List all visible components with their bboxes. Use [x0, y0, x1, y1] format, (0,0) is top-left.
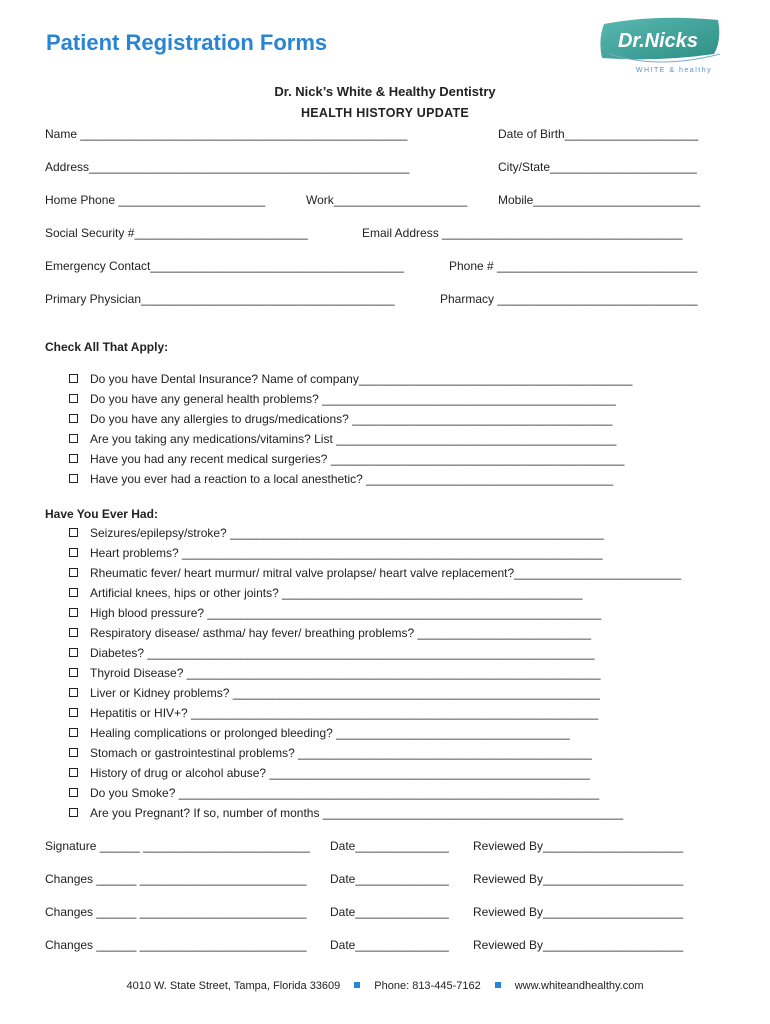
reviewed-by-field[interactable]: Reviewed By_____________________	[473, 839, 684, 853]
checkbox-icon[interactable]	[69, 728, 78, 737]
home-phone-field[interactable]: Home Phone ______________________	[45, 193, 266, 207]
logo-tagline: WHITE & healthy	[635, 67, 713, 74]
bullet-icon	[495, 982, 501, 988]
checkbox-icon[interactable]	[69, 808, 78, 817]
checklist-item[interactable]: Respiratory disease/ asthma/ hay fever/ breathing problems? __________________________	[69, 626, 591, 640]
date-of-birth-field[interactable]: Date of Birth____________________	[498, 127, 699, 141]
work-phone-field[interactable]: Work____________________	[306, 193, 468, 207]
checklist-item[interactable]: Are you taking any medications/vitamins? List __________________________________________	[69, 432, 616, 446]
checklist-item[interactable]: Hepatitis or HIV+? _____________________________________________________________	[69, 706, 598, 720]
checkbox-icon[interactable]	[69, 374, 78, 383]
checkbox-icon[interactable]	[69, 688, 78, 697]
city-state-field[interactable]: City/State______________________	[498, 160, 697, 174]
ever-had-heading: Have You Ever Had:	[45, 507, 158, 521]
checklist-item[interactable]: Seizures/epilepsy/stroke? ________________________________________________________	[69, 526, 604, 540]
changes-field[interactable]: Changes ______ _________________________	[45, 905, 307, 919]
checkbox-icon[interactable]	[69, 608, 78, 617]
checkbox-icon[interactable]	[69, 474, 78, 483]
checkbox-icon[interactable]	[69, 394, 78, 403]
checklist-item[interactable]: Thyroid Disease? ______________________________________________________________	[69, 666, 601, 680]
reviewed-by-field[interactable]: Reviewed By_____________________	[473, 872, 684, 886]
primary-physician-field[interactable]: Primary Physician______________________________________	[45, 292, 395, 306]
checklist-item[interactable]: Artificial knees, hips or other joints? _____________________________________________	[69, 586, 582, 600]
checklist-item[interactable]: Rheumatic fever/ heart murmur/ mitral valve prolapse/ heart valve replacement?_________________________	[69, 566, 681, 580]
checkbox-icon[interactable]	[69, 648, 78, 657]
changes-date-field[interactable]: Date______________	[330, 872, 449, 886]
bullet-icon	[354, 982, 360, 988]
footer-website[interactable]: www.whiteandhealthy.com	[514, 980, 644, 992]
form-name: HEALTH HISTORY UPDATE	[300, 106, 470, 120]
signature-date-field[interactable]: Date______________	[330, 839, 449, 853]
checklist-item[interactable]: Healing complications or prolonged bleeding? ___________________________________	[69, 726, 570, 740]
checkbox-icon[interactable]	[69, 568, 78, 577]
address-field[interactable]: Address________________________________________________	[45, 160, 410, 174]
emergency-contact-field[interactable]: Emergency Contact______________________________________	[45, 259, 404, 273]
checklist-item[interactable]: Do you Smoke? _______________________________________________________________	[69, 786, 599, 800]
checklist-item[interactable]: Are you Pregnant? If so, number of months _____________________________________________	[69, 806, 623, 820]
checklist-item[interactable]: Liver or Kidney problems? _______________________________________________________	[69, 686, 600, 700]
signature-field[interactable]: Signature ______ _________________________	[45, 839, 310, 853]
changes-field[interactable]: Changes ______ _________________________	[45, 872, 307, 886]
checkbox-icon[interactable]	[69, 748, 78, 757]
checkbox-icon[interactable]	[69, 434, 78, 443]
checkbox-icon[interactable]	[69, 788, 78, 797]
checklist-item[interactable]: History of drug or alcohol abuse? ________________________________________________	[69, 766, 590, 780]
checkbox-icon[interactable]	[69, 628, 78, 637]
checklist-item[interactable]: Do you have any general health problems? ____________________________________________	[69, 392, 616, 406]
social-security-field[interactable]: Social Security #__________________________	[45, 226, 308, 240]
email-field[interactable]: Email Address ____________________________________	[362, 226, 683, 240]
checkbox-icon[interactable]	[69, 768, 78, 777]
checklist-item[interactable]: Have you had any recent medical surgeries? ____________________________________________	[69, 452, 624, 466]
checklist-item[interactable]: Do you have Dental Insurance? Name of company_________________________________________	[69, 372, 632, 386]
practice-name: Dr. Nick’s White & Healthy Dentistry	[274, 84, 496, 99]
footer-phone: Phone: 813-445-7162	[374, 980, 481, 992]
checklist-item[interactable]: Have you ever had a reaction to a local anesthetic? _____________________________________	[69, 472, 613, 486]
checklist-item[interactable]: High blood pressure? ___________________________________________________________	[69, 606, 601, 620]
logo-text: Dr.Nicks	[617, 30, 699, 52]
checklist-item[interactable]: Stomach or gastrointestinal problems? ____________________________________________	[69, 746, 592, 760]
footer	[0, 980, 770, 992]
checklist-item[interactable]: Do you have any allergies to drugs/medications? _______________________________________	[69, 412, 612, 426]
checkbox-icon[interactable]	[69, 414, 78, 423]
pharmacy-field[interactable]: Pharmacy ______________________________	[440, 292, 698, 306]
dr-nicks-logo	[596, 14, 728, 76]
checkbox-icon[interactable]	[69, 548, 78, 557]
checkbox-icon[interactable]	[69, 588, 78, 597]
checkbox-icon[interactable]	[69, 708, 78, 717]
checkbox-icon[interactable]	[69, 454, 78, 463]
checklist-item[interactable]: Heart problems? _______________________________________________________________	[69, 546, 603, 560]
emergency-phone-field[interactable]: Phone # ______________________________	[449, 259, 698, 273]
reviewed-by-field[interactable]: Reviewed By_____________________	[473, 905, 684, 919]
page-title: Patient Registration Forms	[46, 30, 328, 55]
changes-date-field[interactable]: Date______________	[330, 905, 449, 919]
changes-field[interactable]: Changes ______ _________________________	[45, 938, 307, 952]
name-field[interactable]: Name _________________________________________________	[45, 127, 408, 141]
reviewed-by-field[interactable]: Reviewed By_____________________	[473, 938, 684, 952]
check-all-heading: Check All That Apply:	[45, 340, 169, 354]
checkbox-icon[interactable]	[69, 668, 78, 677]
checklist-item[interactable]: Diabetes? ___________________________________________________________________	[69, 646, 595, 660]
changes-date-field[interactable]: Date______________	[330, 938, 449, 952]
mobile-field[interactable]: Mobile_________________________	[498, 193, 701, 207]
checkbox-icon[interactable]	[69, 528, 78, 537]
footer-address: 4010 W. State Street, Tampa, Florida 33609	[126, 980, 341, 992]
